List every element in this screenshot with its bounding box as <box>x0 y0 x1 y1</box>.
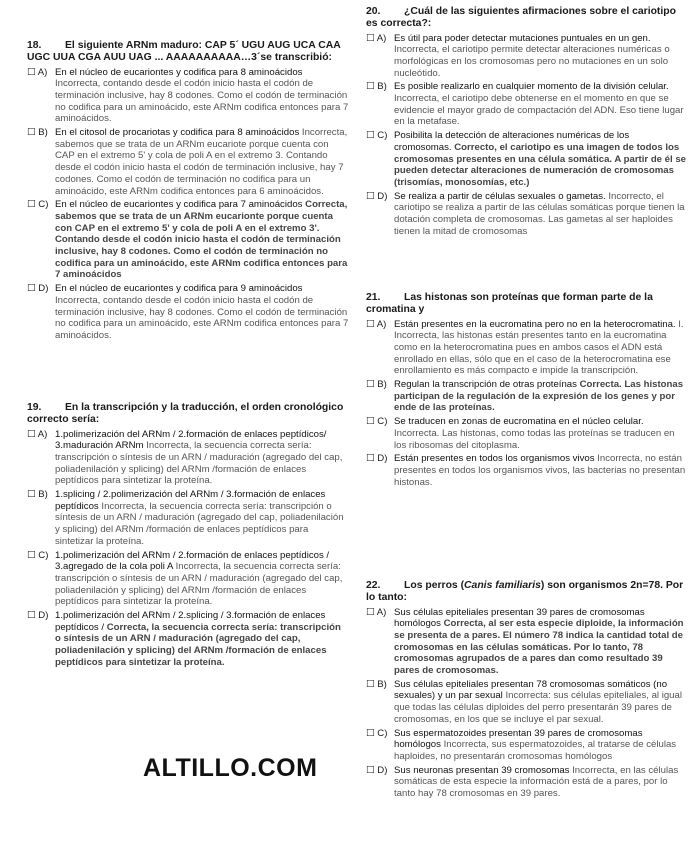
question-header <box>366 6 688 31</box>
option-checkbox[interactable]: ☐ D) <box>27 283 49 295</box>
option-statement: Sus células epiteliales presentan 39 pares de cromosomas homólogos <box>394 606 645 630</box>
question-text: Las histonas son proteínas que forman parte de la cromatina y <box>366 292 653 316</box>
options-list <box>366 33 688 238</box>
option-checkbox[interactable]: ☐ A) <box>27 66 48 78</box>
option-statement: 1.splicing / 2.polimerización del ARNm / 3.formación de enlaces peptídicos <box>55 489 326 512</box>
option-statement: Están presentes en todos los organismos vivos <box>394 453 595 465</box>
option-checkbox[interactable]: ☐ D) <box>366 190 388 202</box>
option-body <box>55 429 349 488</box>
answer-option[interactable] <box>27 67 349 126</box>
option-checkbox[interactable]: ☐ A) <box>366 318 387 330</box>
option-body <box>55 199 349 281</box>
option-statement: En el citosol de procariotas y codifica para 8 aminoácidos <box>55 127 300 139</box>
option-explanation: Incorrecta, contando desde el codón inicio hasta el codón de terminación inclusive, hay 8 codones. Como el codón de terminación no codifica para un aminoácido, este ARNm codifica entonces para 7 aminoácidos. <box>55 78 349 125</box>
option-explanation-correct: Correcta. Las histonas participan de la regulación de la expresión de los genes y por ende de las proteínas. <box>394 379 684 414</box>
option-checkbox[interactable]: ☐ C) <box>366 130 388 142</box>
option-body <box>55 550 349 609</box>
option-checkbox[interactable]: ☐ D) <box>366 764 388 776</box>
answer-option[interactable] <box>366 379 688 414</box>
question-number: 18. <box>27 40 42 51</box>
option-checkbox[interactable]: ☐ B) <box>27 127 48 139</box>
option-explanation: I. Incorrecta, las histonas están presentes tanto en la eucromatina como en la heterocromatina pues en ambos casos el ADN está enrollado en ellas, sólo que en el caso de la heterocromatina ese enrollamiento es más compacto e impide la transcripción. <box>394 318 684 377</box>
question-text: En la transcripción y la traducción, el orden cronológico correcto sería: <box>27 402 344 426</box>
question-header <box>366 292 688 317</box>
question-21 <box>366 292 688 490</box>
option-explanation: Incorrecta, no están presentes en todos los organismos vivos, las bacterias no presentan histonas. <box>394 453 686 488</box>
option-explanation-correct: Correcta, al ser esta especie diploide, la información se presenta de a pares. El número 78 indica la cantidad total de cromosomas en las células somáticas. Por lo tanto, 78 cromosomas agrupados de a pares dan como resultado 39 pares de cromosomas. <box>394 618 684 677</box>
option-body <box>394 728 688 763</box>
option-body <box>394 81 688 128</box>
question-text-before: Los perros ( <box>404 580 465 591</box>
question-text: ¿Cuál de las siguientes afirmaciones sobre el cariotipo es correcta?: <box>366 6 676 30</box>
answer-option[interactable] <box>27 610 349 669</box>
answer-option[interactable] <box>366 416 688 451</box>
answer-option[interactable] <box>366 319 688 378</box>
question-header <box>27 402 349 427</box>
option-explanation: Incorrecta. Las histonas, como todas las proteínas se traducen en los ribosomas del citoplasma. <box>394 427 675 451</box>
option-explanation: Incorrecta, sus espermatozoides, al tratarse de células haploides, no presentarán cromosomas homólogos <box>394 739 677 762</box>
option-statement: En el núcleo de eucariontes y codifica para 9 aminoácidos <box>55 283 303 295</box>
question-number: 22. <box>366 580 381 591</box>
option-checkbox[interactable]: ☐ D) <box>27 610 49 622</box>
option-statement: En el núcleo de eucariontes y codifica para 7 aminoácidos <box>55 199 303 211</box>
option-explanation: Incorrecta, la secuencia correcta sería: transcripción o síntesis de un ARN / maduración (agregado del cap, poliadenilación y splicing) del ARNm /formación de enlaces peptídicos para sintetizar la proteína. <box>55 561 343 608</box>
option-body <box>55 610 349 669</box>
options-list <box>27 67 349 342</box>
option-checkbox[interactable]: ☐ C) <box>27 549 49 561</box>
option-body <box>394 33 688 80</box>
options-list <box>27 429 349 669</box>
option-checkbox[interactable]: ☐ C) <box>366 727 388 739</box>
options-list <box>366 319 688 489</box>
option-checkbox[interactable]: ☐ C) <box>27 199 49 211</box>
option-statement: Sus espermatozoides presentan 39 pares de cromosomas homólogos <box>394 727 643 751</box>
option-statement: 1.polimerización del ARNm / 2.splicing / 3.formación de enlaces peptídicos / <box>55 610 326 633</box>
option-statement: Regulan la transcripción de otras proteínas <box>394 379 577 391</box>
option-explanation: Incorrecta, el cariotipo debe obtenerse en el momento en que se evidencie el mayor grado de compactación del ADN. Eso tiene lugar en la metafase. <box>394 93 684 128</box>
option-statement: Sus células epiteliales presentan 78 cromosomas somáticos (no sexuales) y un par sexual <box>394 678 668 702</box>
option-checkbox[interactable]: ☐ B) <box>27 489 48 501</box>
altillo-logo: ALTILLO.COM <box>143 754 318 782</box>
option-checkbox[interactable]: ☐ B) <box>366 81 387 93</box>
option-statement: En el núcleo de eucariontes y codifica para 8 aminoácidos <box>55 66 303 78</box>
option-body <box>55 67 349 126</box>
answer-option[interactable] <box>366 679 688 726</box>
question-number: 19. <box>27 402 42 413</box>
answer-option[interactable] <box>366 453 688 488</box>
option-body <box>394 130 688 189</box>
question-20 <box>366 6 688 239</box>
option-statement: Es posible realizarlo en cualquier momento de la división celular. <box>394 81 669 93</box>
option-checkbox[interactable]: ☐ A) <box>366 32 387 44</box>
option-explanation-correct: Correcta, la secuencia correcta sería: transcripción o síntesis de un ARN / maduración (agregado del cap, poliadenilación y splicing) del ARNm /formación de enlaces peptídicos para sintetizar la proteína. <box>55 621 341 668</box>
option-explanation: Incorrecta, contando desde el codón inicio hasta el codón de terminación inclusive, hay 8 codones. Como el codón de terminación no codifica para un aminoácido, este ARNm codifica entonces para 7 aminoácidos. <box>55 294 349 341</box>
option-body <box>394 453 688 488</box>
option-body <box>394 416 688 451</box>
answer-option[interactable] <box>27 127 349 197</box>
answer-option[interactable] <box>27 283 349 342</box>
option-body <box>394 191 688 238</box>
answer-option[interactable] <box>366 607 688 677</box>
option-body <box>394 607 688 677</box>
question-22 <box>366 580 688 802</box>
option-body <box>394 679 688 726</box>
option-statement: Sus neuronas presentan 39 cromosomas <box>394 764 570 776</box>
answer-option[interactable] <box>366 765 688 800</box>
option-statement: 1.polimerización del ARNm / 2.formación de enlaces peptídicos/ 3.maduración ARNm <box>55 428 327 452</box>
option-body <box>55 283 349 342</box>
answer-option[interactable] <box>27 489 349 548</box>
option-checkbox[interactable]: ☐ B) <box>366 379 387 391</box>
question-number: 21. <box>366 292 381 303</box>
answer-option[interactable] <box>366 130 688 189</box>
option-body <box>394 319 688 378</box>
answer-option[interactable] <box>366 191 688 238</box>
question-number: 20. <box>366 6 381 17</box>
option-statement: 1.polimerización del ARNm / 2.formación de enlaces peptídicos / 3.agregado de la cola poli A <box>55 549 330 573</box>
question-19 <box>27 402 349 671</box>
option-body <box>394 379 688 414</box>
option-explanation-correct: Correcta, sabemos que se trata de un ARNm eucarionte porque cuenta con CAP en el extremo 5' y cola de poli A en el extremo 3'. Contando desde el codón inicio hasta el codón de terminación inclusive, hay 8 codones. Como el codón de terminación no codifica para un aminoácido, este ARNm codifica entonces para 7 aminoácidos <box>55 199 348 281</box>
answer-option[interactable] <box>366 81 688 128</box>
option-explanation: Incorrecto, el cariotipo se realiza a partir de las células somáticas porque tienen la dotación completa de cromosomas. Las gametas al ser haploides tienen la mitad de cromosomas <box>394 190 685 237</box>
option-body <box>55 127 349 197</box>
answer-option[interactable] <box>366 33 688 80</box>
option-statement: Se realiza a partir de células sexuales o gametas. <box>394 190 606 202</box>
option-checkbox[interactable]: ☐ A) <box>366 606 387 618</box>
option-statement: Es útil para poder detectar mutaciones puntuales en un gen. <box>394 32 651 44</box>
option-statement: Se traducen en zonas de eucromatina en el núcleo celular. <box>394 416 644 428</box>
option-checkbox[interactable]: ☐ A) <box>27 428 48 440</box>
option-body <box>394 765 688 800</box>
question-18 <box>27 40 349 344</box>
option-explanation: Incorrecta, la secuencia correcta sería: transcripción o síntesis de un ARN / maduración (agregado del cap, poliadenilación y splicing) del ARNm /formación de enlaces peptídicos para sintetizar la proteína. <box>55 440 343 487</box>
option-explanation-correct: Correcto, el cariotipo es una imagen de todos los cromosomas presentes en una célula somática. A partir de él se pueden detectar alteraciones de numeración de cromosomas (trisomías, monosomías, etc.) <box>394 141 687 188</box>
options-list <box>366 607 688 800</box>
answer-option[interactable] <box>27 550 349 609</box>
question-text-after: ) son organismos 2n=78. Por lo tanto: <box>366 580 684 604</box>
answer-option[interactable] <box>27 429 349 488</box>
option-checkbox[interactable]: ☐ C) <box>366 416 388 428</box>
question-text: El siguiente ARNm maduro: CAP 5´ UGU AUG UCA CAA UGC UUA CGA AUU UAG ... AAAAAAAAAA…3´se transcribió: <box>27 40 341 64</box>
answer-option[interactable] <box>366 728 688 763</box>
option-checkbox[interactable]: ☐ D) <box>366 453 388 465</box>
option-statement: Posibilita la detección de alteraciones numéricas de los cromosomas. <box>394 130 630 153</box>
species-name: Canis familiaris <box>464 580 541 591</box>
option-checkbox[interactable]: ☐ B) <box>366 678 387 690</box>
question-header <box>27 40 349 65</box>
option-statement: Están presentes en la eucromatina pero no en la heterocromatina. <box>394 318 676 330</box>
option-explanation: Incorrecta, sabemos que se trata de un ARNm eucariote porque cuenta con CAP en el extremo 5' y cola de poli A en el extremo 3. Contando desde el codón inicio hasta el codón de terminación inclusive, hay 7 codones. Como el codón de terminación no codifica para un aminoácido, este ARNm codifica entonces para 6 aminoácidos. <box>55 127 348 197</box>
option-explanation: Incorrecta: sus células epiteliales, al igual que todas las células diploides del perro presentarán 39 pares de cromosomas, en los que se incluye el par sexual. <box>394 690 682 725</box>
option-explanation: Incorrecta, el cariotipo permite detectar alteraciones numéricas o morfológicas en los cromosomas pero no mutaciones en un solo nucleótido. <box>394 44 670 79</box>
option-explanation: Incorrecta, en las células somáticas de esta especie la información está de a pares, por lo tanto hay 78 cromosomas en 39 pares. <box>394 764 679 800</box>
option-body <box>55 489 349 548</box>
option-explanation: Incorrecta, la secuencia correcta sería: transcripción o síntesis de un ARN / maduración (agregado del cap, poliadenilación y splicing) del ARNm /formación de enlaces peptídicos para sintetizar la proteína. <box>55 500 344 547</box>
answer-option[interactable] <box>27 199 349 281</box>
question-header <box>366 580 688 605</box>
